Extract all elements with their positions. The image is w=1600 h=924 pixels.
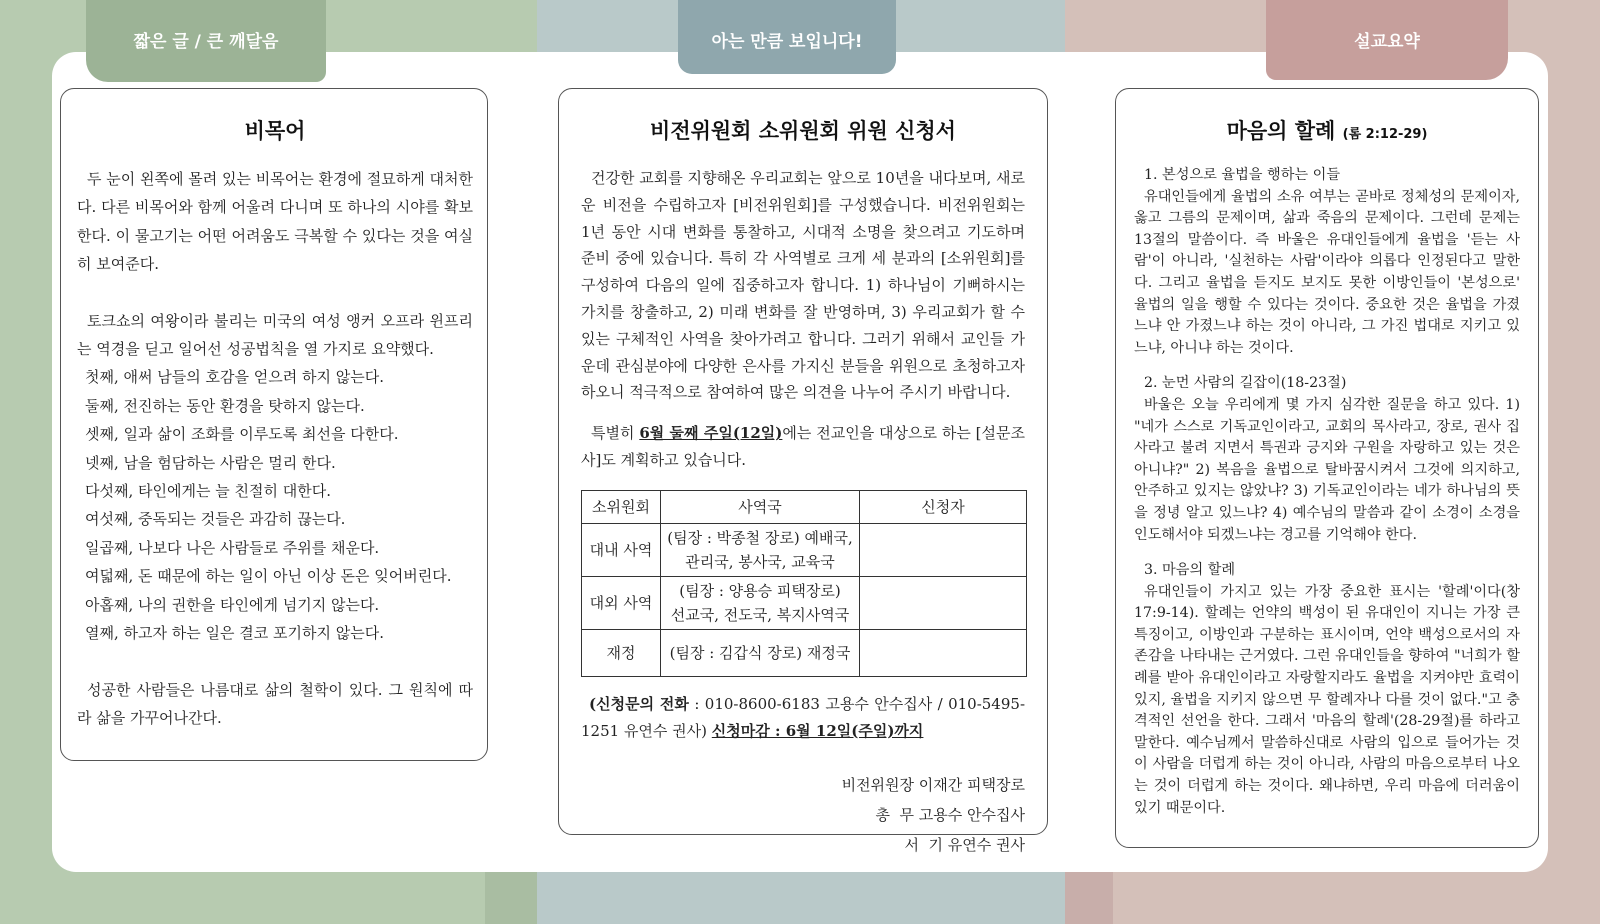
table-header: 사역국: [661, 490, 860, 523]
rule-item: 열째, 하고자 하는 일은 결코 포기하지 않는다.: [85, 624, 384, 643]
applicant-cell[interactable]: [860, 523, 1027, 576]
application-title: 비전위원회 소위원회 위원 신청서: [650, 119, 956, 143]
rule-item: 넷째, 남을 험담하는 사람은 멀리 한다.: [85, 453, 336, 472]
rule-item: 아홉째, 나의 권한을 타인에게 넘기지 않는다.: [85, 595, 380, 614]
contact-text: : 010-8600-6183 고용수 안수집사 / 010-5495-1251 유연수 권사): [581, 694, 1026, 740]
signature-line: 서 기 유연수 권사: [904, 836, 1025, 855]
rule-item: 셋째, 일과 삶이 조화를 이루도록 최선을 다한다.: [85, 425, 399, 444]
essay-paragraph: 토크쇼의 여왕이라 불리는 미국의 여성 앵커 오프라 윈프리는 역경을 딛고 일어선 성공법칙을 열 가지로 요약했다.: [77, 311, 473, 359]
section-heading: 2. 눈먼 사람의 길잡이(18-23절): [1144, 375, 1347, 392]
sermon-card: [1115, 88, 1539, 848]
application-card: [558, 88, 1048, 855]
contact-info: [581, 691, 1025, 745]
rule-item: 다섯째, 타인에게는 늘 친절히 대한다.: [85, 482, 331, 501]
essay-card: [60, 88, 488, 761]
table-row: [582, 576, 1027, 629]
table-header: 소위원회: [582, 490, 661, 523]
tab-short-writing: [86, 0, 326, 82]
ministry-cell: (팀장 : 양용승 피택장로) 선교국, 전도국, 복지사역국: [661, 576, 860, 629]
table-row: [582, 629, 1027, 676]
table-row: [582, 523, 1027, 576]
committee-name: 대내 사역: [582, 523, 661, 576]
tab-label: 아는 만큼 보입니다!: [711, 32, 863, 52]
section-body: 유대인들이 가지고 있는 가장 중요한 표시는 '할례'이다(창 17:9-14). 할례는 언약의 백성이 된 유대인이 지니는 가장 큰 특징이고, 이방인과 구분하는 표시이며, 언약 백성으로서의 자존감을 나타내는 근거였다. 그런 유대인들을 향하여 "너희가 할례를 받아 유대인이라고 자랑할지라도 율법을 지켜야만 효력이 있지, 율법을 지키지 않으면 무 할례자나 다를 것이 없다."고 충격적인 선언을 한다. 그래서 '마음의 할례'(28-29절)를 하라고 말한다. 예수님께서 말씀하신대로 사람의 입으로 들어가는 것이 사람을 더럽게 하는 것이 아니라, 사람의 마음으로부터 나오는 것이 더럽게 하는 것이다. 왜냐하면, 우리 마음에 더러움이 있기 때문이다.: [1134, 583, 1520, 816]
committee-table: [581, 490, 1027, 677]
rule-item: 둘째, 전진하는 동안 환경을 탓하지 않는다.: [85, 396, 365, 415]
section-heading: 1. 본성으로 율법을 행하는 이들: [1144, 167, 1341, 183]
ministry-cell: (팀장 : 김갑식 장로) 재정국: [661, 629, 860, 676]
signature-line: 비전위원장 이재간 피택장로: [841, 776, 1025, 795]
rule-item: 일곱째, 나보다 나은 사람들로 주위를 채운다.: [85, 538, 380, 557]
essay-paragraph: 성공한 사람들은 나름대로 삶의 철학이 있다. 그 원칙에 따라 삶을 가꾸어나간다.: [77, 680, 473, 727]
applicant-cell[interactable]: [860, 629, 1027, 676]
deadline: 신청마감 : 6월 12일(주일)까지: [711, 721, 924, 740]
essay-title: 비목어: [244, 119, 306, 143]
contact-label: (신청문의 전화: [589, 694, 689, 713]
section-body: 유대인들에게 율법의 소유 여부는 곧바로 정체성의 문제이자, 옳고 그름의 문제이며, 삶과 죽음의 문제이다. 그런데 문제는 13절의 말씀이다. 즉 바울은 유대인들에게 율법을 '듣는 사람'이 아니라, '실천하는 사람'이라야 의롭다 인정된다고 말한다. 그리고 율법을 듣지도 보지도 못한 이방인들이 '본성으로' 율법의 일을 행할 수 있다는 것이다. 중요한 것은 율법을 가졌느냐 안 가졌느냐 하는 것이 아니라, 그 가진 법대로 지키고 있느냐, 아니냐 하는 것이다.: [1134, 188, 1520, 356]
bottom-strip: [1065, 872, 1113, 924]
essay-paragraph: 두 눈이 왼쪽에 몰려 있는 비목어는 환경에 절묘하게 대처한다. 다른 비목어와 함께 어울려 다니며 또 하나의 시야를 확보한다. 이 물고기는 어떤 어려움도 극복할 수 있다는 것을 여실히 보여준다.: [77, 170, 473, 274]
committee-name: 재정: [582, 629, 661, 676]
signature-line: 총 무 고용수 안수집사: [875, 806, 1025, 825]
tab-label: 설교요약: [1354, 32, 1420, 52]
bottom-strip: [537, 872, 1065, 924]
rule-item: 여섯째, 중독되는 것들은 과감히 끊는다.: [85, 510, 346, 529]
bottom-strip: [1113, 872, 1600, 924]
ministry-cell: (팀장 : 박종철 장로) 예배국, 관리국, 봉사국, 교육국: [661, 523, 860, 576]
tab-know-and-see: [678, 0, 896, 74]
sermon-reference: (롬 2:12-29): [1342, 127, 1428, 142]
application-paragraph: 건강한 교회를 지향해온 우리교회는 앞으로 10년을 내다보며, 새로운 비전을 수립하고자 [비전위원회]를 구성했습니다. 비전위원회는 1년 동안 시대 변화를 통찰하고, 시대적 소명을 찾으려고 기도하며 준비 중에 있습니다. 특히 각 사역별로 크게 세 분과의 [소위원회]를 구성하여 다음의 일에 집중하고자 합니다. 1) 하나님이 기뻐하시는 가치를 창출하고, 2) 미래 변화를 잘 반영하며, 3) 우리교회가 할 수 있는 구체적인 사역을 찾아가려고 합니다. 그러기 위해서 교인들 가운데 관심분야에 다양한 은사를 가지신 분들을 위원으로 초청하고자 하오니 적극적으로 참여하여 많은 의견을 나누어 주시기 바랍니다.: [581, 169, 1025, 402]
section-heading: 3. 마음의 할례: [1144, 562, 1236, 579]
section-body: 바울은 오늘 우리에게 몇 가지 심각한 질문을 하고 있다. 1) "네가 스스로 기독교인이라고, 교회의 목사라고, 장로, 권사 집사라고 불려 지면서 특권과 긍지와 구원을 자랑하고 있는 것은 아니냐?" 2) 복음을 율법으로 탈바꿈시켜서 그것에 의지하고, 안주하고 있지는 않았냐? 3) 기독교인이라는 네가 하나님의 뜻을 정녕 알고 있느냐? 4) 예수님의 말씀과 같이 소경이 소경을 인도해서야 되겠느냐는 경고를 기억해야 한다.: [1134, 396, 1520, 543]
committee-name: 대외 사역: [582, 576, 661, 629]
table-header: 신청자: [860, 490, 1027, 523]
bottom-strip: [0, 872, 485, 924]
applicant-cell[interactable]: [860, 576, 1027, 629]
rule-item: 여덟째, 돈 때문에 하는 일이 아닌 이상 돈은 잊어버린다.: [85, 567, 452, 586]
table-header-row: [582, 490, 1027, 523]
sermon-title: 마음의 할례 (롬 2:12-29): [1226, 119, 1428, 143]
rule-item: 첫째, 애써 남들의 호감을 얻으려 하지 않는다.: [85, 368, 384, 387]
tab-label: 짧은 글 / 큰 깨달음: [133, 32, 279, 52]
survey-notice: 특별히 6월 둘째 주일(12일)에는 전교인을 대상으로 하는 [설문조사]도 계획하고 있습니다.: [581, 424, 1025, 469]
survey-date: 6월 둘째 주일(12일): [639, 424, 783, 443]
tab-sermon-summary: [1266, 0, 1508, 80]
bottom-strip: [485, 872, 537, 924]
signatures: [581, 770, 1025, 860]
